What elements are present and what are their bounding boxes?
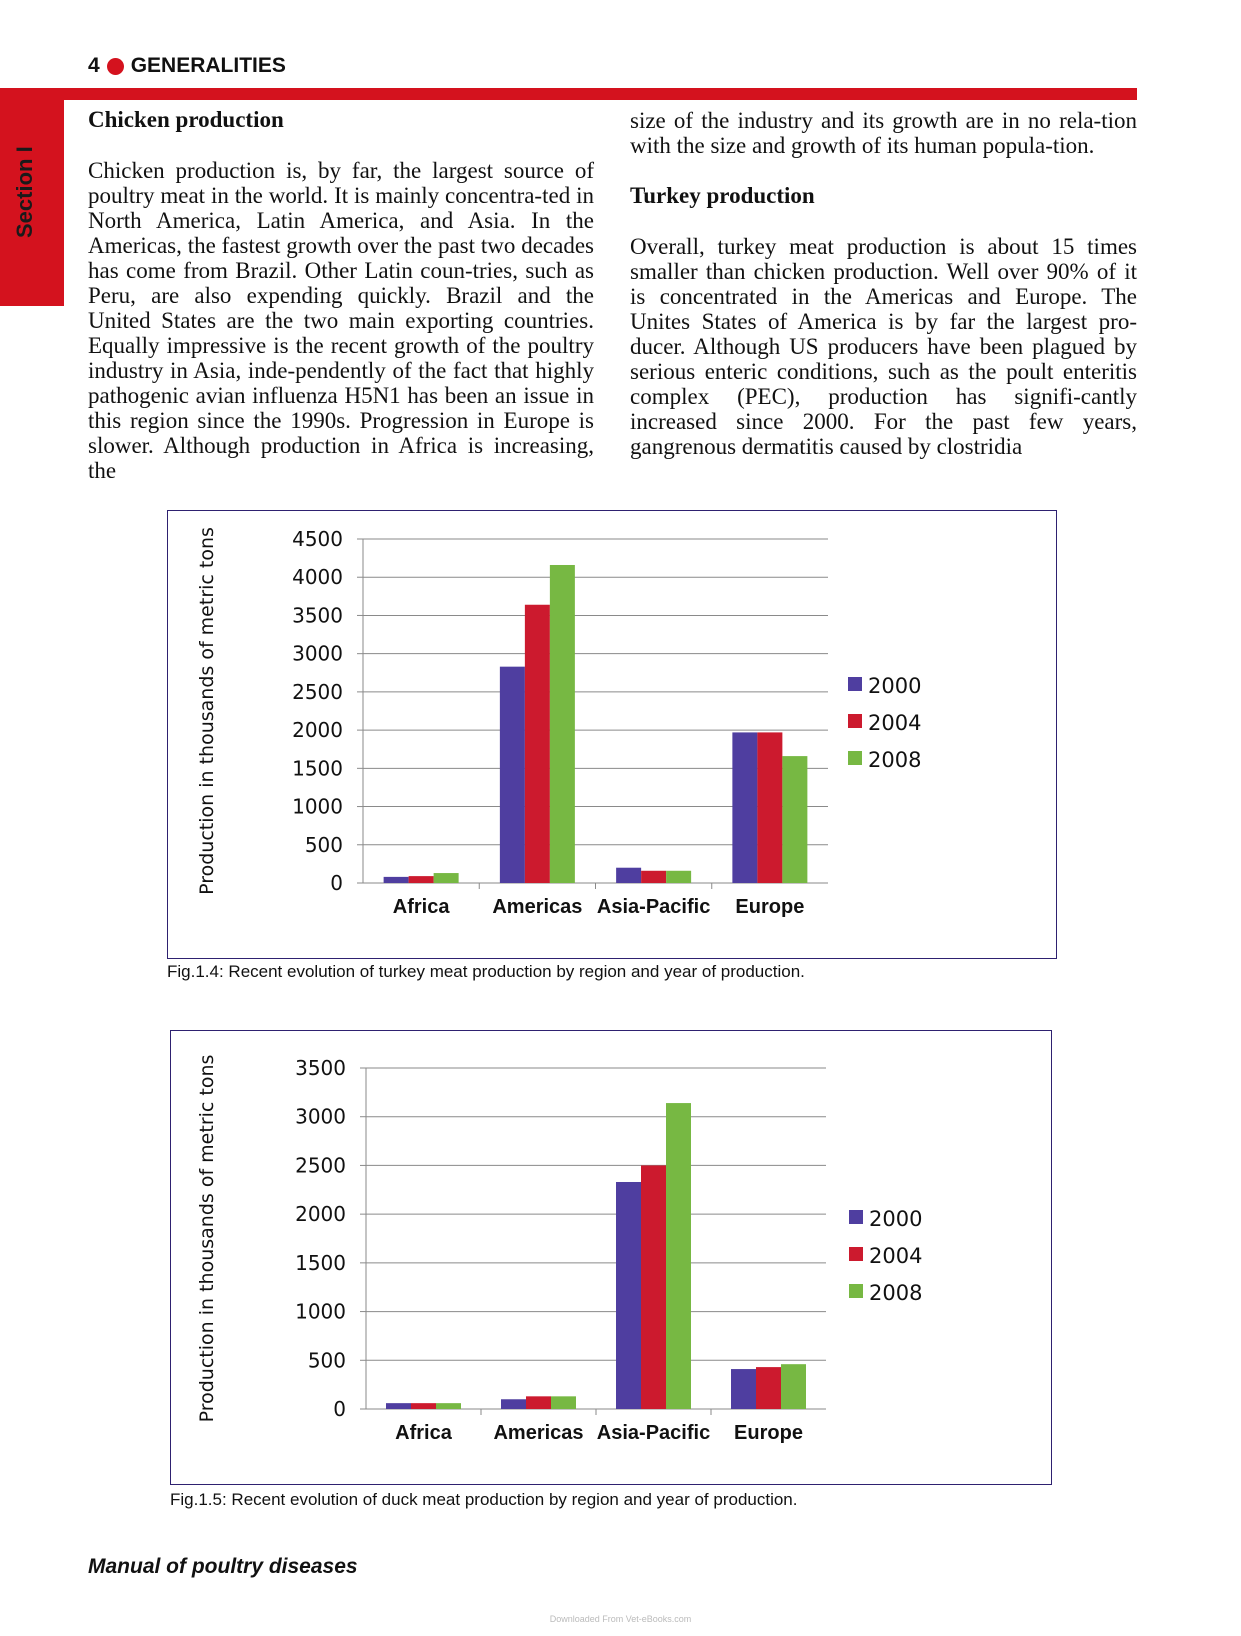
x-category-label: Asia-Pacific (596, 1422, 711, 1444)
legend-label-2008: 2008 (868, 748, 922, 772)
x-category-label: Americas (492, 896, 583, 918)
bar-africa-2000 (384, 877, 409, 883)
legend-swatch-2000 (849, 1210, 863, 1224)
y-tick-label: 2000 (295, 1202, 346, 1227)
y-tick-label: 4000 (292, 565, 343, 590)
bar-asia-pacific-2000 (616, 868, 641, 883)
legend-swatch-2008 (848, 751, 862, 765)
chicken-heading: Chicken production (88, 107, 284, 132)
bar-americas-2008 (551, 1396, 576, 1409)
legend-label-2004: 2004 (868, 711, 922, 735)
y-tick-label: 500 (307, 1348, 346, 1373)
legend-swatch-2004 (849, 1247, 863, 1261)
download-watermark: Downloaded From Vet-eBooks.com (549, 1614, 692, 1624)
turkey-heading: Turkey production (630, 183, 815, 208)
y-tick-label: 0 (333, 1397, 346, 1421)
y-tick-label: 3500 (295, 1056, 346, 1080)
bar-asia-pacific-2008 (666, 871, 691, 883)
y-axis-label: Production in thousands of metric tons (196, 527, 218, 895)
bar-europe-2004 (757, 732, 782, 883)
legend-swatch-2008 (849, 1284, 863, 1298)
bar-americas-2000 (500, 667, 525, 883)
turkey-paragraph: Overall, turkey meat production is about 15 times smaller than chicken production. Well over 90% of it is concentrated in the Americas and Europe. The Unites States of America is by far the largest pro-ducer. Although US producers have been plagued by serious enteric conditions, such as the poult enteritis complex (PEC), production has signifi-cantly increased since 2000. For the past few years, gangrenous dermatitis caused by clostridia (630, 234, 1137, 459)
bar-asia-pacific-2004 (641, 871, 666, 883)
x-category-label: Africa (395, 1422, 452, 1444)
y-tick-label: 1000 (295, 1299, 346, 1324)
page-number: 4 (88, 54, 100, 77)
x-category-label: Africa (392, 896, 450, 918)
red-dot-icon (107, 58, 124, 75)
x-category-label: Europe (734, 1422, 803, 1444)
y-tick-label: 3000 (295, 1104, 346, 1129)
x-category-label: Asia-Pacific (596, 896, 711, 918)
turkey-chart-frame (167, 510, 1057, 959)
y-tick-label: 3500 (292, 603, 343, 628)
bar-americas-2004 (526, 1396, 551, 1409)
legend-label-2000: 2000 (869, 1207, 923, 1231)
right-column (630, 108, 1137, 459)
y-tick-label: 1500 (292, 756, 343, 781)
y-tick-label: 4500 (292, 527, 343, 551)
figure-caption-1-5: Fig.1.5: Recent evolution of duck meat production by region and year of production. (170, 1490, 798, 1509)
bar-europe-2008 (781, 1364, 806, 1409)
y-tick-label: 500 (304, 832, 343, 857)
x-category-label: Europe (735, 896, 805, 918)
header-rule (0, 88, 1137, 100)
running-header (88, 54, 286, 78)
bar-asia-pacific-2004 (641, 1165, 666, 1409)
duck-chart-frame (170, 1030, 1052, 1485)
y-tick-label: 1500 (295, 1250, 346, 1275)
bar-americas-2008 (550, 565, 575, 883)
left-column (88, 106, 594, 483)
section-title: GENERALITIES (130, 54, 286, 77)
legend-swatch-2004 (848, 714, 862, 728)
legend-swatch-2000 (848, 677, 862, 691)
bar-europe-2000 (732, 732, 757, 883)
bar-africa-2008 (434, 873, 459, 883)
y-tick-label: 1000 (292, 794, 343, 819)
legend-label-2000: 2000 (868, 674, 922, 698)
bar-americas-2000 (501, 1399, 526, 1409)
turkey-production-chart (168, 511, 1056, 958)
bar-asia-pacific-2000 (616, 1182, 641, 1409)
bar-asia-pacific-2008 (666, 1103, 691, 1409)
bar-africa-2004 (409, 876, 434, 883)
chicken-paragraph: Chicken production is, by far, the largest source of poultry meat in the world. It is mainly concentra-ted in North America, Latin America, and Asia. In the Americas, the fastest growth over the past two decades has come from Brazil. Other Latin coun-tries, such as Peru, are also expending quickly. Brazil and the United States are the two main exporting countries. Equally impressive is the recent growth of the poultry industry in Asia, inde-pendently of the fact that highly pathogenic avian influenza H5N1 has been an issue in this region since the 1990s. Progression in Europe is slower. Although production in Africa is increasing, the (88, 158, 594, 483)
book-title-footer: Manual of poultry diseases (88, 1555, 358, 1578)
y-axis-label: Production in thousands of metric tons (196, 1054, 218, 1423)
bar-africa-2008 (436, 1403, 461, 1409)
legend-label-2008: 2008 (869, 1281, 923, 1305)
section-tab (0, 88, 64, 306)
x-category-label: Americas (493, 1422, 584, 1444)
bar-africa-2004 (411, 1403, 436, 1409)
duck-production-chart (171, 1031, 1051, 1484)
bar-europe-2004 (756, 1367, 781, 1409)
section-tab-label: Section I (12, 146, 37, 238)
chicken-continuation: size of the industry and its growth are in no rela-tion with the size and growth of its human popula-tion. (630, 108, 1137, 158)
y-tick-label: 2000 (292, 718, 343, 743)
y-tick-label: 3000 (292, 641, 343, 666)
bar-europe-2000 (731, 1369, 756, 1409)
bar-africa-2000 (386, 1403, 411, 1409)
bar-europe-2008 (782, 756, 807, 883)
y-tick-label: 0 (330, 871, 343, 895)
bar-americas-2004 (525, 605, 550, 883)
figure-caption-1-4: Fig.1.4: Recent evolution of turkey meat production by region and year of production. (167, 962, 805, 981)
y-tick-label: 2500 (295, 1153, 346, 1178)
y-tick-label: 2500 (292, 679, 343, 704)
legend-label-2004: 2004 (869, 1244, 923, 1268)
